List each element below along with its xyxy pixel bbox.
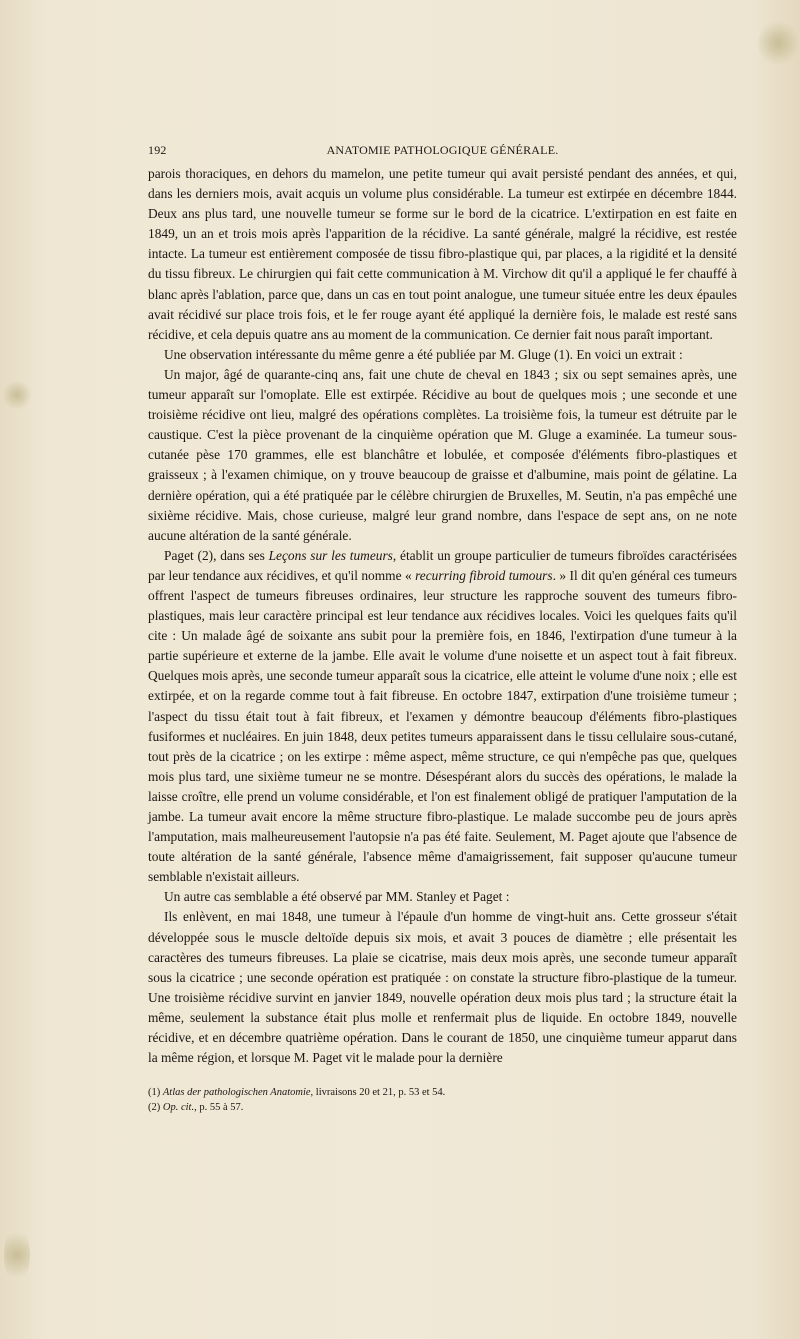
body-text (148, 164, 737, 1068)
book-title: Leçons sur les tumeurs (268, 547, 393, 563)
running-title: ANATOMIE PATHOLOGIQUE GÉNÉRALE. (326, 143, 559, 157)
page-header (148, 143, 737, 161)
footnotes (148, 1085, 737, 1115)
foxing-stain (4, 1225, 30, 1285)
footnote-mark: (1) (148, 1087, 163, 1098)
paragraph: Un autre cas semblable a été observé par MM. Stanley et Paget : (164, 889, 510, 905)
paragraph: Un major, âgé de quarante-cinq ans, fait une chute de cheval en 1843 ; six ou sept semaines après, une tumeur apparaît sur l'omoplate. Elle est extirpée. Récidive au bout de quelques mois ; une seconde et une troisième récidive ont lieu, malgré des opérations complètes. La troisième fois, la tumeur est détruite par le caustique. C'est la pièce provenant de la cinquième opération que M. Gluge a examinée. La tumeur sous-cutanée pèse 170 grammes, elle est blanchâtre et lobulée, et composée d'éléments fibro-plastiques et graisseux ; à l'examen chimique, on y trouve beaucoup de graisse et d'albumine, mais point de gélatine. La dernière opération, qui a été pratiquée par le célèbre chirurgien de Bruxelles, M. Seutin, n'a pas empêché une sixième récidive. Mais, chose curieuse, malgré leur grand nombre, dans l'espace de sept ans, on ne note aucune altération de la santé générale. (148, 366, 737, 543)
paragraph: parois thoraciques, en dehors du mamelon, une petite tumeur qui avait persisté pendant des années, et qui, dans les derniers mois, avait acquis un volume plus considérable. La tumeur est extirpée en décembre 1844. Deux ans plus tard, une nouvelle tumeur se forme sur le bord de la cicatrice. L'extirpation en est faite en 1849, un an et trois mois après l'apparition de la récidive. La santé générale, malgré la récidive, est restée intacte. La tumeur est entièrement composée de tissu fibro-plastique qui, par places, a la rigidité et la densité du tissu fibreux. Le chirurgien qui fait cette communication à M. Virchow dit qu'il a appliqué le fer chauffé à blanc après l'ablation, parce que, dans un cas en tout point analogue, une tumeur située entre les deux épaules avait récidivé sur place trois fois, et le fer rouge ayant été appliqué la dernière fois, le malade est resté sans récidive, et cela depuis quatre ans au moment de la communication. Ce dernier fait nous paraît important. (148, 166, 737, 342)
foxing-stain (2, 380, 32, 410)
footnote-1 (148, 1085, 737, 1100)
footnote-text: , livraisons 20 et 21, p. 53 et 54. (310, 1087, 446, 1098)
paragraph: Ils enlèvent, en mai 1848, une tumeur à l'épaule d'un homme de vingt-huit ans. Cette grosseur s'était développée sous le muscle deltoïde depuis six mois, et avait 3 pouces de diamètre ; elle présentait les caractères des tumeurs fibreuses. La plaie se cicatrise, mais deux mois après, une seconde tumeur apparaît sous la cicatrice ; une seconde opération est pratiquée : on constate la structure fibro-plastique de la tumeur. Une troisième récidive survint en janvier 1849, nouvelle opération deux mois plus tard ; la structure était la même, seulement la substance était plus molle et renfermait plus de liquide. En octobre 1849, nouvelle récidive, et en décembre quatrième opération. Dans le courant de 1850, une cinquième tumeur apparut dans la même région, et lorsque M. Paget vit le malade pour la dernière (148, 909, 737, 1066)
footnote-text: , p. 55 à 57. (194, 1102, 244, 1113)
paragraph (148, 546, 737, 888)
paragraph: Une observation intéressante du même genre a été publiée par M. Gluge (1). En voici un extrait : (164, 346, 683, 362)
footnote-2 (148, 1100, 737, 1115)
page-number: 192 (148, 143, 167, 157)
footnote-title: Op. cit. (162, 1102, 195, 1113)
footnote-title: Atlas der pathologischen Anatomie (162, 1087, 311, 1098)
text-run: . » Il dit qu'en général ces tumeurs offrent l'aspect de tumeurs fibreuses ordinaires, leur structure les rapproche souvent des tumeurs fibro-plastiques, mais leur caractère principal est leur tendance aux récidives locales. Voici les quelques faits qu'il cite : Un malade âgé de soixante ans subit pour la première fois, en 1846, l'extirpation d'une tumeur à la partie supérieure et externe de la jambe. Elle avait le volume d'une noisette et un aspect tout à fait fibreux. Quelques mois après, une seconde tumeur apparaît sous la cicatrice, elle atteint le volume d'une noix ; elle est extirpée, et on la regarde comme tout à fait fibreuse. En octobre 1847, extirpation d'une troisième tumeur ; l'aspect du tissu était tout à fait fibreux, et l'examen y démontre beaucoup d'éléments fibro-plastiques fusiformes et nucléaires. En juin 1848, deux petites tumeurs apparaissent dans le tissu cellulaire sous-cutané, tout près de la cicatrice ; on les extirpe : même aspect, même structure, ce qui n'empêche pas que, quelques mois plus tard, une sixième tumeur ne se montre. Désespérant alors du succès des opérations, le malade la laisse croître, elle prend un volume considérable, et l'on est finalement obligé de pratiquer l'amputation de la jambe. La tumeur avait encore la même structure fibro-plastique. Le malade succombe peu de jours après l'amputation, mais malheureusement l'autopsie n'a pas été faite. Seulement, M. Paget ajoute que l'absence de toute altération de la santé générale, l'absence même d'amaigrissement, fait supposer qu'aucune tumeur semblable n'existait ailleurs. (148, 567, 737, 885)
term-italic: recurring fibroid tumours (415, 567, 553, 583)
foxing-stain (758, 18, 798, 68)
text-run: , établit un groupe particulier de tumeurs fibroïdes caractérisées par leur tendance aux récidives, et qu'il nomme « (148, 547, 738, 583)
text-run: Paget (2), dans ses (164, 547, 269, 563)
footnote-mark: (2) (148, 1102, 163, 1113)
